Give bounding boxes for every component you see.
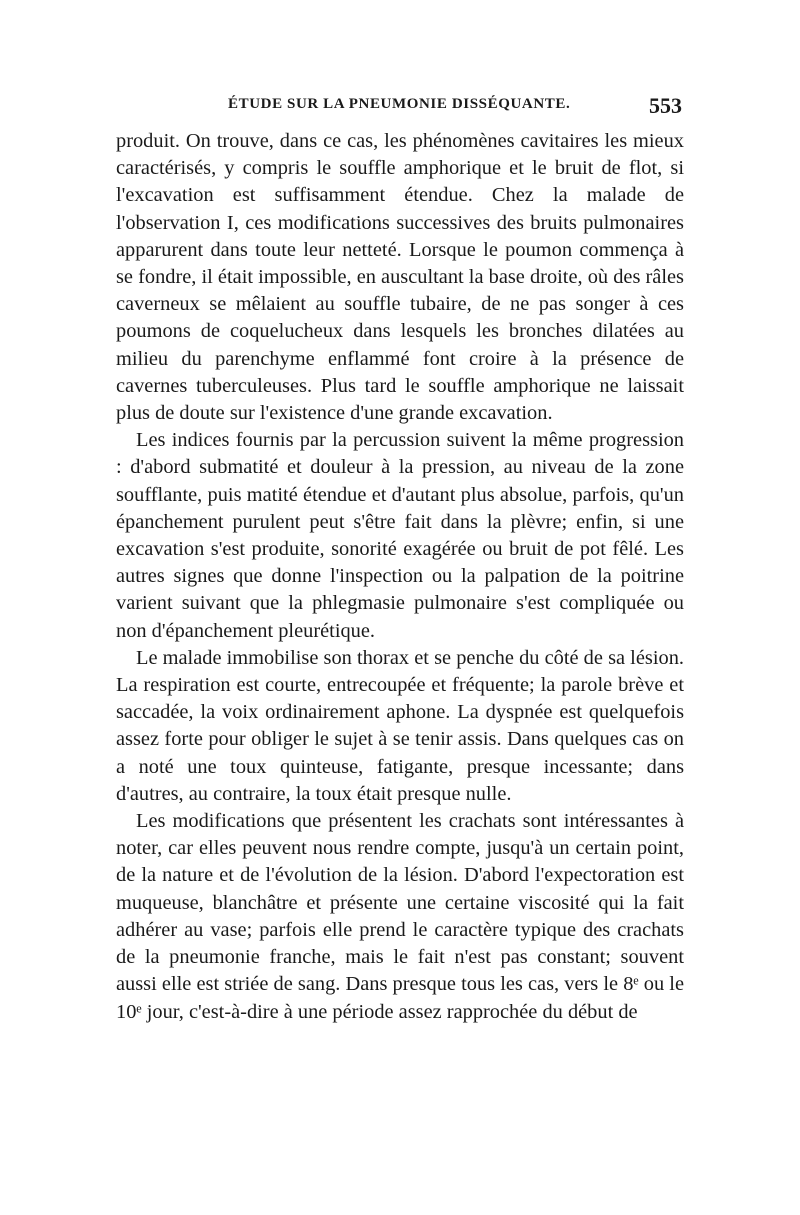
running-head	[228, 93, 682, 122]
paragraph-percussion: Les indices fournis par la percussion suivent la même progression : d'abord submatité et douleur à la pression, au niveau de la zone soufflante, puis matité étendue et d'autant plus absolue, parfois, qu'un épanchement purulent peut s'être fait dans la plèvre; enfin, si une excavation s'est produite, sonorité exagérée ou bruit de pot fêlé. Les autres signes que donne l'inspection ou la palpation de la poitrine varient suivant que la phlegmasie pulmonaire s'est compliquée ou non d'épanchement pleurétique.	[116, 429, 684, 642]
paragraph-continued: produit. On trouve, dans ce cas, les phénomènes cavitaires les mieux caractérisés, y compris le souffle amphorique et le bruit de flot, si l'excavation est suffisamment étendue. Chez la malade de l'observation I, ces modifications successives des bruits pulmonaires apparurent dans toute leur netteté. Lorsque le poumon commença à se fondre, il était impossible, en auscultant la base droite, où des râles caverneux se mêlaient au souffle tubaire, de ne pas songer à ces poumons de coquelucheux dans lesquels les bronches dilatées au milieu du parenchyme enflammé font croire à la présence de cavernes tuberculeuses. Plus tard le souffle amphorique ne laissait plus de doute sur l'existence d'une grande excavation.	[116, 130, 684, 425]
paragraph-expectoration: Les modifications que présentent les crachats sont intéressantes à noter, car elles peuvent nous rendre compte, jusqu'à un certain point, de la nature et de l'évolution de la lésion. D'abord l'expectoration est muqueuse, blanchâtre et présente une certaine viscosité qui la fait adhérer au vase; parfois elle prend le caractère typique des crachats de la pneumonie franche, mais le fait n'est pas constant; souvent aussi elle est striée de sang. Dans presque tous les cas, vers le 8ᵉ ou le 10ᵉ jour, c'est-à-dire à une période assez rapprochée du début de	[116, 810, 684, 1023]
body-text	[116, 128, 684, 1026]
page-number: 553	[649, 93, 682, 118]
paragraph-respiration: Le malade immobilise son thorax et se penche du côté de sa lésion. La respiration est courte, entrecoupée et fréquente; la parole brève et saccadée, la voix ordinairement aphone. La dyspnée est quelquefois assez forte pour obliger le sujet à se tenir assis. Dans quelques cas on a noté une toux quinteuse, fatigante, presque incessante; dans d'autres, au contraire, la toux était presque nulle.	[116, 646, 684, 805]
running-title: ÉTUDE SUR LA PNEUMONIE DISSÉQUANTE.	[228, 96, 571, 112]
